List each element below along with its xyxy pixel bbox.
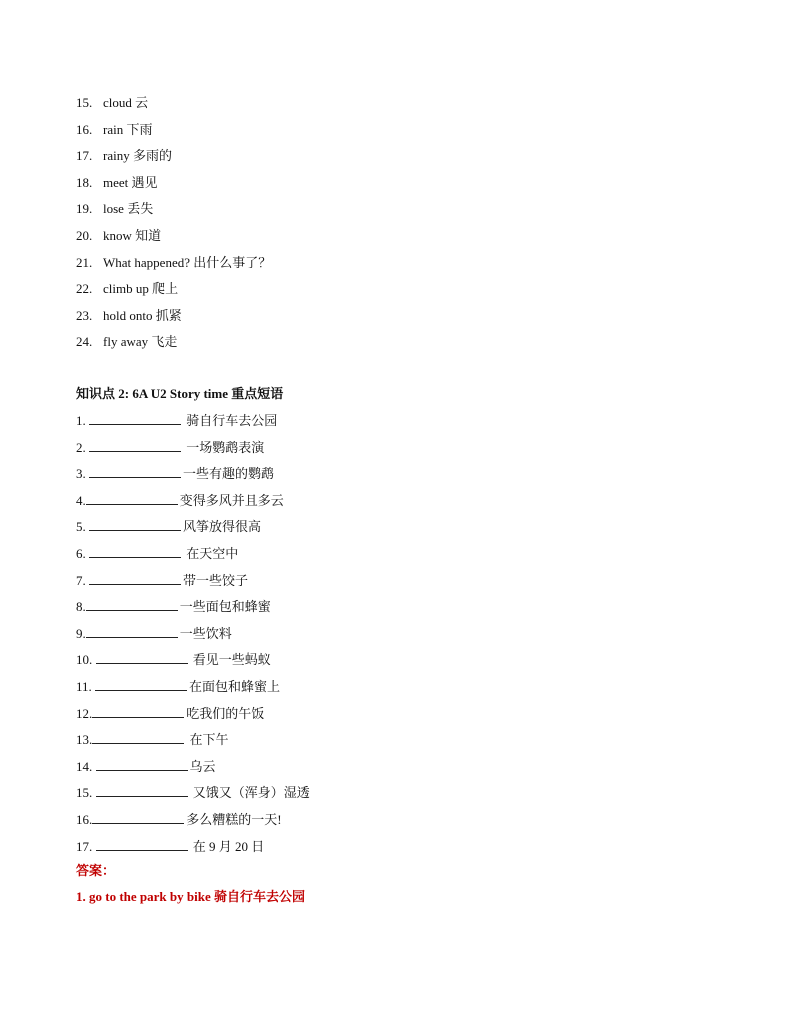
phrase-number: 10. <box>76 652 96 668</box>
vocab-number: 24. <box>76 334 93 350</box>
answer-blank <box>89 517 181 531</box>
answer-blank <box>96 783 188 797</box>
phrase-item <box>76 594 310 621</box>
phrase-item <box>76 727 310 754</box>
vocab-text: lose 丢失 <box>103 201 154 217</box>
vocab-item <box>76 170 271 197</box>
vocab-number: 18. <box>76 174 93 190</box>
phrase-text: 多么糟糕的一天! <box>186 811 282 827</box>
phrase-number: 6. <box>76 545 89 561</box>
phrase-number: 4. <box>76 492 86 508</box>
answer-blank <box>86 624 178 638</box>
vocab-number: 20. <box>76 227 93 243</box>
answer-blank <box>89 464 181 478</box>
phrase-text: 在天空中 <box>183 545 239 561</box>
vocab-item <box>76 143 271 170</box>
phrase-item <box>76 408 310 435</box>
vocab-text: rainy 多雨的 <box>103 148 172 164</box>
phrase-item <box>76 647 310 674</box>
answer-blank <box>92 810 184 824</box>
phrase-number: 12. <box>76 705 93 721</box>
answer-item: 1. go to the park by bike 骑自行车去公园 <box>76 889 305 904</box>
phrase-text: 变得多风并且多云 <box>179 492 284 508</box>
phrase-number: 2. <box>76 439 89 455</box>
answer-blank <box>89 438 181 452</box>
answer-blank <box>89 411 181 425</box>
phrase-text: 在面包和蜂蜜上 <box>189 678 281 694</box>
vocab-text: rain 下雨 <box>103 121 153 137</box>
phrase-text: 一些有趣的鹦鹉 <box>183 466 275 482</box>
phrase-item <box>76 834 310 861</box>
answer-blank <box>89 571 181 585</box>
phrase-item <box>76 780 310 807</box>
phrase-number: 11. <box>76 678 96 694</box>
phrase-item <box>76 541 310 568</box>
vocabulary-list <box>76 90 271 356</box>
section-heading: 知识点 2: 6A U2 Story time 重点短语 <box>76 386 284 401</box>
phrase-text: 带一些饺子 <box>183 572 249 588</box>
phrase-text: 吃我们的午饭 <box>186 705 265 721</box>
phrase-item <box>76 621 310 648</box>
phrase-item <box>76 435 310 462</box>
phrase-text: 在 9 月 20 日 <box>189 838 265 854</box>
answer-blank <box>92 704 184 718</box>
answer-blank <box>96 650 188 664</box>
phrase-item <box>76 754 310 781</box>
phrase-item <box>76 514 310 541</box>
phrase-text: 又饿又（浑身）湿透 <box>189 785 310 801</box>
phrase-number: 8. <box>76 599 86 615</box>
phrase-text: 风筝放得很高 <box>183 519 262 535</box>
answer-blank <box>92 730 184 744</box>
vocab-text: What happened? 出什么事了？ <box>103 254 272 270</box>
vocab-item <box>76 303 271 330</box>
vocab-number: 16. <box>76 121 93 137</box>
phrase-item <box>76 807 310 834</box>
phrase-text: 看见一些蚂蚁 <box>189 652 271 668</box>
answer-blank <box>96 757 188 771</box>
phrase-item <box>76 701 310 728</box>
vocab-number: 23. <box>76 307 93 323</box>
phrase-item <box>76 488 310 515</box>
answer-blank <box>96 837 188 851</box>
vocab-number: 19. <box>76 201 93 217</box>
phrase-text: 乌云 <box>189 758 216 774</box>
vocab-text: cloud 云 <box>103 95 149 110</box>
answer-blank <box>86 491 178 505</box>
vocab-number: 22. <box>76 281 93 297</box>
vocab-item <box>76 90 271 117</box>
phrase-text: 一些饮料 <box>179 625 232 641</box>
vocab-item <box>76 276 271 303</box>
vocab-number: 21. <box>76 254 93 270</box>
phrase-number: 3. <box>76 466 89 482</box>
phrase-text: 一些面包和蜂蜜 <box>179 599 271 615</box>
phrase-item <box>76 674 310 701</box>
phrase-text: 一场鹦鹉表演 <box>183 439 265 455</box>
answer-blank <box>89 544 181 558</box>
vocab-text: climb up 爬上 <box>103 281 179 297</box>
phrase-number: 9. <box>76 625 86 641</box>
vocab-number: 17. <box>76 148 93 164</box>
answer-blank <box>95 677 187 691</box>
answer-blank <box>86 597 178 611</box>
phrase-number: 16. <box>76 811 93 827</box>
phrase-number: 15. <box>76 785 96 801</box>
vocab-text: hold onto 抓紧 <box>103 307 182 323</box>
phrase-number: 14. <box>76 758 96 774</box>
answer-label: 答案： <box>76 863 116 878</box>
vocab-item <box>76 196 271 223</box>
vocab-text: meet 遇见 <box>103 174 158 190</box>
vocab-item <box>76 223 271 250</box>
vocab-item <box>76 117 271 144</box>
phrase-number: 1. <box>76 413 89 428</box>
phrase-number: 7. <box>76 572 89 588</box>
phrase-item <box>76 461 310 488</box>
phrase-number: 17. <box>76 838 96 854</box>
phrase-exercise-list <box>76 408 310 860</box>
phrase-item <box>76 568 310 595</box>
phrase-number: 5. <box>76 519 89 535</box>
phrase-text: 在下午 <box>186 732 229 748</box>
vocab-text: know 知道 <box>103 227 162 243</box>
vocab-item <box>76 250 271 277</box>
phrase-number: 13. <box>76 732 93 748</box>
phrase-text: 骑自行车去公园 <box>183 413 278 428</box>
vocab-number: 15. <box>76 95 93 110</box>
vocab-text: fly away 飞走 <box>103 334 178 350</box>
vocab-item <box>76 329 271 356</box>
